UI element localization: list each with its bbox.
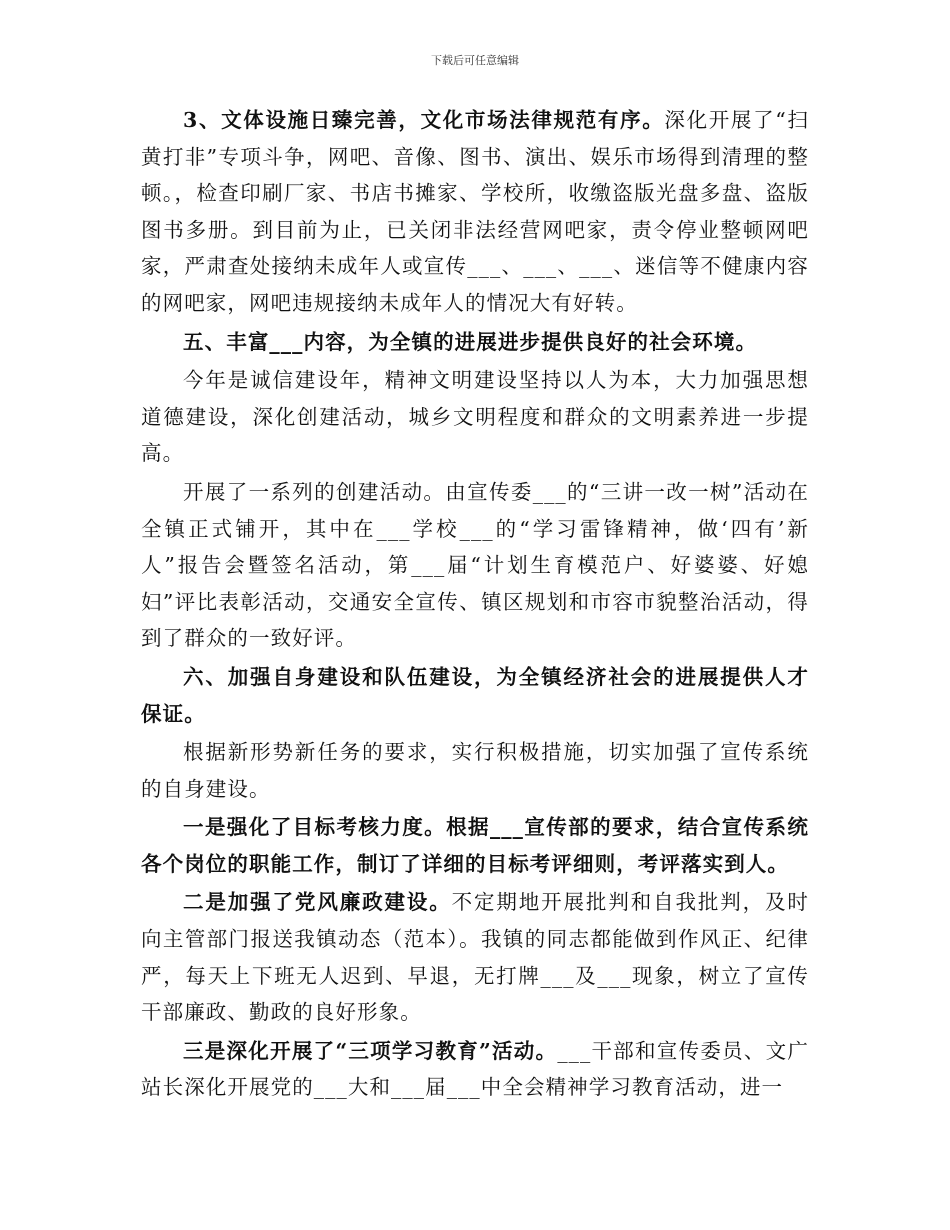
paragraph-creation-activities: 开展了一系列的创建活动。由宣传委___的“三讲一改一树”活动在全镇正式铺开，其中在___学校___的“学习雷锋精神，做‘四有’新人”报告会暨签名活动，第___届“计划生育模范户、好婆婆、好媳妇”评比表彰活动，交通安全宣传、镇区规划和市容市貌整治活动，得到了群众的一致好评。 bbox=[141, 479, 809, 651]
paragraph-culture-facilities bbox=[141, 102, 809, 322]
section-heading-five: 五、丰富___内容，为全镇的进展进步提供良好的社会环境。 bbox=[183, 329, 758, 354]
section-heading-six: 六、加强自身建设和队伍建设，为全镇经济社会的进展提供人才保证。 bbox=[141, 664, 809, 726]
page-header: 下载后可任意编辑 bbox=[431, 54, 519, 67]
document-body bbox=[141, 102, 809, 1106]
paragraph-target-assessment: 一是强化了目标考核力度。根据___宣传部的要求，结合宣传系统各个岗位的职能工作，制订了详细的目标考评细则，考评落实到人。 bbox=[141, 815, 809, 876]
paragraph-text: 不定期地开展批判和自我批判，及时向主管部门报送我镇动态（范本）。我镇的同志都能做到作风正、纪律严，每天上下班无人迟到、早退，无打牌___及___现象，树立了宣传干部廉政、勤政的良好形象。 bbox=[141, 890, 809, 1025]
paragraph-party-conduct bbox=[141, 884, 809, 1030]
paragraph-self-building: 根据新形势新任务的要求，实行积极措施，切实加强了宣传系统的自身建设。 bbox=[141, 740, 809, 801]
paragraph-heading: 三是深化开展了“三项学习教育”活动。 bbox=[183, 1038, 558, 1063]
paragraph-heading: 3、文体设施日臻完善，文化市场法律规范有序。 bbox=[183, 108, 665, 132]
paragraph-heading: 二是加强了党风廉政建设。 bbox=[183, 890, 452, 915]
paragraph-text: ___干部和宣传委员、文广站长深化开展党的___大和___届___中全会精神学习教育活动，进一 bbox=[141, 1038, 809, 1100]
paragraph-study-education bbox=[141, 1033, 809, 1106]
paragraph-text: 深化开展了“扫黄打非”专项斗争，网吧、音像、图书、演出、娱乐市场得到清理的整顿。，检查印刷厂家、书店书摊家、学校所，收缴盗版光盘多盘、盗版图书多册。到目前为止，已关闭非法经营网吧家，责令停业整顿网吧家，严肃查处接纳未成年人或宣传___、___、___、迷信等不健康内容的网吧家，网吧违规接纳未成年人的情况大有好转。 bbox=[141, 108, 809, 315]
paragraph-integrity-year: 今年是诚信建设年，精神文明建设坚持以人为本，大力加强思想道德建设，深化创建活动，城乡文明程度和群众的文明素养进一步提高。 bbox=[141, 368, 809, 466]
